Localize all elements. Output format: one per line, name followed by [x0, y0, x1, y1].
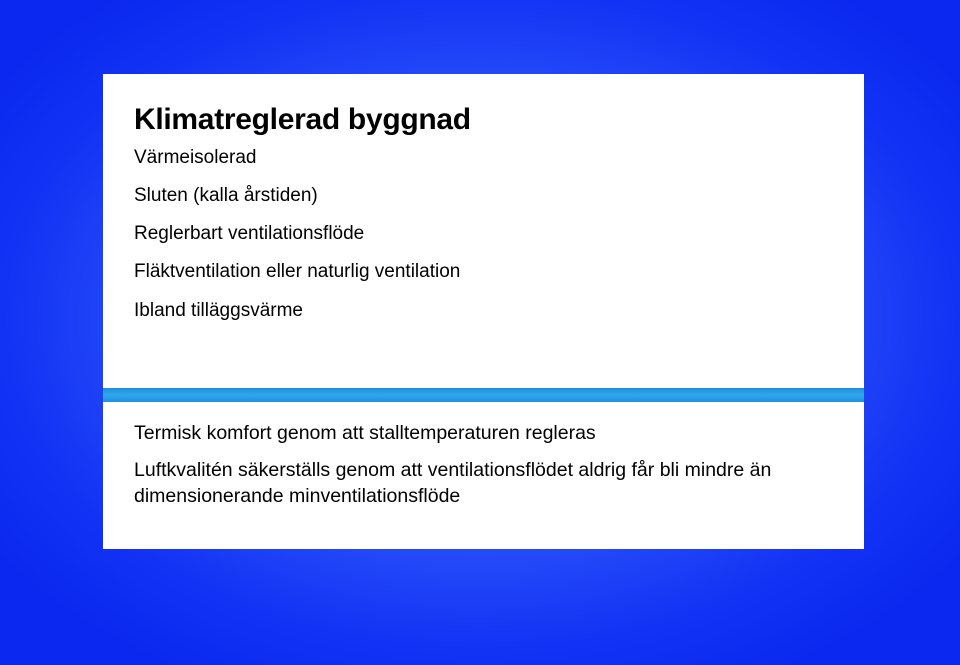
list-item: Ibland tilläggsvärme	[134, 300, 303, 321]
slide-title: Klimatreglerad byggnad	[134, 103, 471, 136]
bottom-panel	[103, 402, 864, 549]
top-item-list	[134, 147, 834, 322]
list-item: Luftkvalitén säkerställs genom att ventilationsflödet aldrig får bli mindre än dimensionerande minventilationsflöde	[134, 459, 772, 507]
top-panel	[103, 74, 864, 388]
panel-separator	[103, 388, 864, 402]
list-item: Reglerbart ventilationsflöde	[134, 223, 365, 244]
list-item: Termisk komfort genom att stalltemperaturen regleras	[134, 422, 596, 444]
list-item: Sluten (kalla årstiden)	[134, 185, 318, 206]
list-item: Värmeisolerad	[134, 147, 257, 168]
list-item: Fläktventilation eller naturlig ventilation	[134, 261, 461, 282]
bottom-item-list	[134, 422, 834, 509]
